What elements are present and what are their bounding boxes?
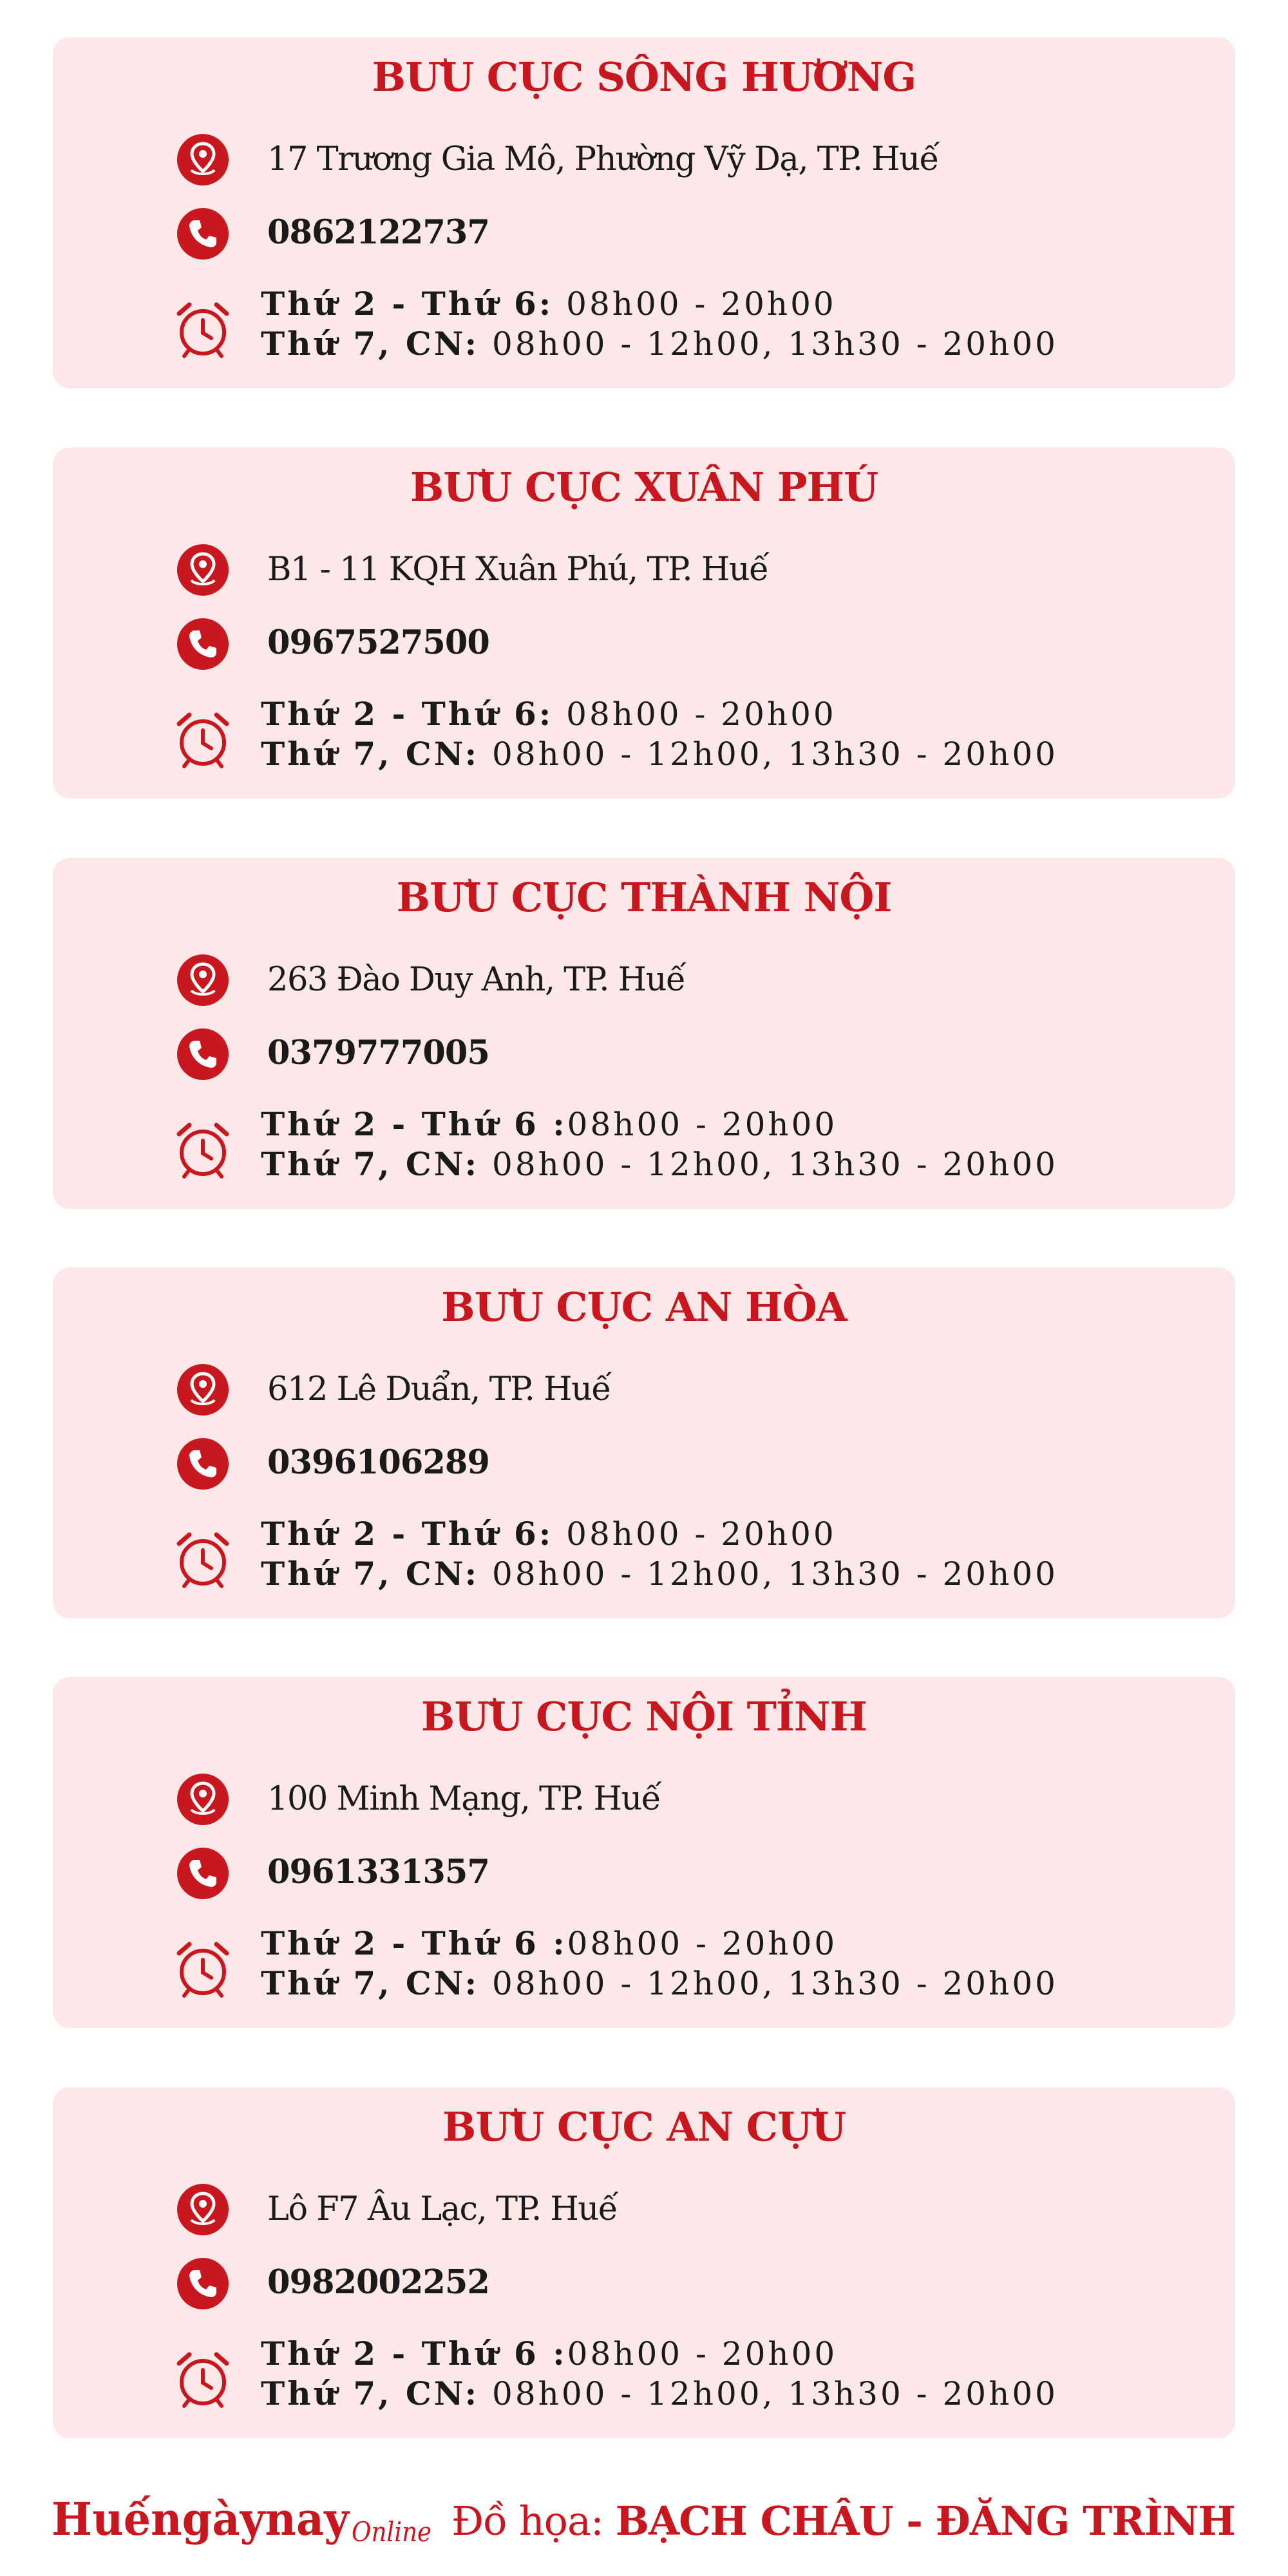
weekday-hours: Thứ 2 - Thứ 6: 08h00 - 20h00	[261, 1515, 837, 1553]
alarm-clock-icon	[175, 710, 231, 769]
office-hours	[261, 284, 1058, 364]
office-address: 263 Đào Duy Anh, TP. Huế	[267, 961, 685, 999]
logo-wordmark: Huếngàynay	[52, 2492, 351, 2546]
location-pin-icon	[177, 134, 229, 185]
office-hours	[261, 1104, 1058, 1184]
office-name: BƯU CỤC SÔNG HƯƠNG	[372, 53, 916, 100]
office-phone: 0967527500	[267, 623, 489, 662]
office-hours	[261, 1924, 1058, 2003]
office-hours	[261, 1514, 1058, 1594]
office-card	[53, 448, 1235, 799]
phone-icon	[177, 2258, 229, 2309]
location-pin-icon	[177, 544, 229, 596]
alarm-clock-icon	[175, 1120, 231, 1179]
phone-icon	[177, 1848, 229, 1899]
office-card	[53, 858, 1235, 1209]
weekend-hours: Thứ 7, CN: 08h00 - 12h00, 13h30 - 20h00	[261, 1555, 1058, 1593]
office-phone: 0982002252	[267, 2263, 489, 2302]
office-hours	[261, 694, 1058, 774]
alarm-clock-icon	[175, 2349, 231, 2409]
office-name: BƯU CỤC AN CỰU	[442, 2103, 846, 2150]
office-address: B1 - 11 KQH Xuân Phú, TP. Huế	[267, 551, 768, 589]
weekday-hours: Thứ 2 - Thứ 6: 08h00 - 20h00	[261, 285, 837, 323]
office-phone: 0961331357	[267, 1853, 489, 1891]
weekend-hours: Thứ 7, CN: 08h00 - 12h00, 13h30 - 20h00	[261, 325, 1058, 363]
office-address: 100 Minh Mạng, TP. Huế	[267, 1780, 661, 1818]
credit-name: BẠCH CHÂU - ĐĂNG TRÌNH	[615, 2497, 1235, 2544]
office-card	[53, 2087, 1235, 2438]
weekday-hours: Thứ 2 - Thứ 6 :08h00 - 20h00	[261, 1105, 838, 1143]
huengaynay-logo	[52, 2485, 438, 2555]
graphics-credit	[451, 2494, 1235, 2549]
phone-icon	[177, 1028, 229, 1080]
office-card	[53, 37, 1235, 388]
location-pin-icon	[177, 1364, 229, 1416]
logo-suffix: Online	[352, 2516, 431, 2548]
office-phone: 0862122737	[267, 213, 489, 252]
office-address: 612 Lê Duẩn, TP. Huế	[267, 1370, 611, 1408]
office-hours	[261, 2334, 1058, 2414]
office-phone: 0379777005	[267, 1034, 489, 1072]
weekday-hours: Thứ 2 - Thứ 6 :08h00 - 20h00	[261, 2334, 838, 2372]
weekend-hours: Thứ 7, CN: 08h00 - 12h00, 13h30 - 20h00	[261, 1145, 1058, 1183]
weekday-hours: Thứ 2 - Thứ 6 :08h00 - 20h00	[261, 1924, 838, 1962]
weekend-hours: Thứ 7, CN: 08h00 - 12h00, 13h30 - 20h00	[261, 2374, 1058, 2412]
weekday-hours: Thứ 2 - Thứ 6: 08h00 - 20h00	[261, 695, 837, 733]
alarm-clock-icon	[175, 1530, 231, 1589]
phone-icon	[177, 1438, 229, 1490]
office-name: BƯU CỤC XUÂN PHÚ	[410, 464, 878, 511]
office-address: Lô F7 Âu Lạc, TP. Huế	[267, 2190, 618, 2228]
alarm-clock-icon	[175, 1939, 231, 1998]
credit-label: Đồ họa:	[451, 2497, 616, 2544]
office-name: BƯU CỤC AN HÒA	[441, 1283, 847, 1331]
location-pin-icon	[177, 2184, 229, 2235]
location-pin-icon	[177, 1774, 229, 1825]
phone-icon	[177, 618, 229, 670]
office-card	[53, 1267, 1235, 1618]
weekend-hours: Thứ 7, CN: 08h00 - 12h00, 13h30 - 20h00	[261, 1964, 1058, 2002]
location-pin-icon	[177, 954, 229, 1006]
office-name: BƯU CỤC THÀNH NỘI	[396, 874, 892, 921]
office-card	[53, 1677, 1235, 2028]
weekend-hours: Thứ 7, CN: 08h00 - 12h00, 13h30 - 20h00	[261, 735, 1058, 773]
phone-icon	[177, 208, 229, 260]
office-address: 17 Trương Gia Mô, Phường Vỹ Dạ, TP. Huế	[267, 140, 939, 178]
alarm-clock-icon	[175, 299, 231, 359]
office-name: BƯU CỤC NỘI TỈNH	[421, 1693, 867, 1740]
office-phone: 0396106289	[267, 1443, 489, 1482]
